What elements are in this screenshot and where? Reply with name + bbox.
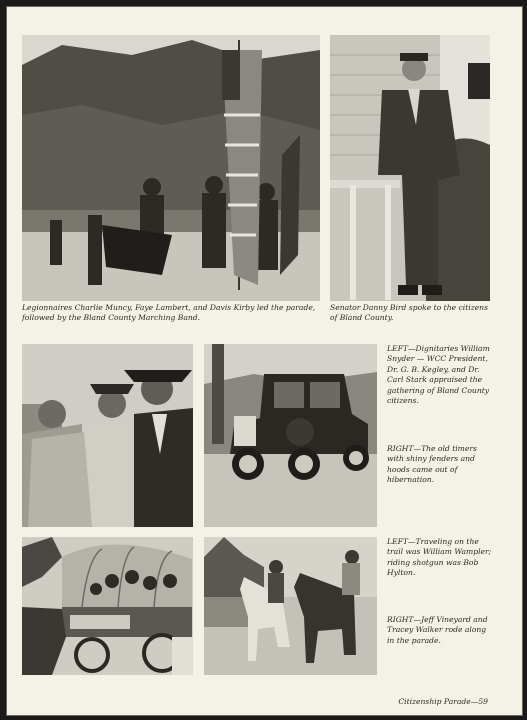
senator-caption: Senator Danny Bird spoke to the citizens of Bland County. [330, 303, 488, 323]
page-folio: Citizenship Parade—59 [398, 697, 488, 706]
old-timers-caption: RIGHT—The old timers with shiny fenders and hoods came out of hibernation. [387, 444, 477, 485]
yearbook-page [6, 6, 523, 716]
dignitaries-caption: LEFT—Dignitaries William Snyder — WCC President, Dr. G. B. Kegley, and Dr. Carl Stark appraised the gathering of Bland County citizens. [387, 344, 490, 406]
senator-photo [330, 35, 490, 301]
covered-wagon-photo [22, 537, 193, 675]
riders-caption: RIGHT—Jeff Vineyard and Tracey Walker rode along in the parade. [387, 615, 488, 645]
antique-car-photo [204, 344, 377, 527]
wagon-caption: LEFT—Traveling on the trail was William Wampler; riding shotgun was Bob Hylton. [387, 537, 492, 578]
riders-photo [204, 537, 377, 675]
dignitaries-photo [22, 344, 193, 527]
parade-leaders-photo [22, 35, 320, 301]
parade-leaders-caption: Legionnaires Charlie Muncy, Faye Lambert, and Davis Kirby led the parade, followed by the Bland County Marching Band. [22, 303, 316, 323]
